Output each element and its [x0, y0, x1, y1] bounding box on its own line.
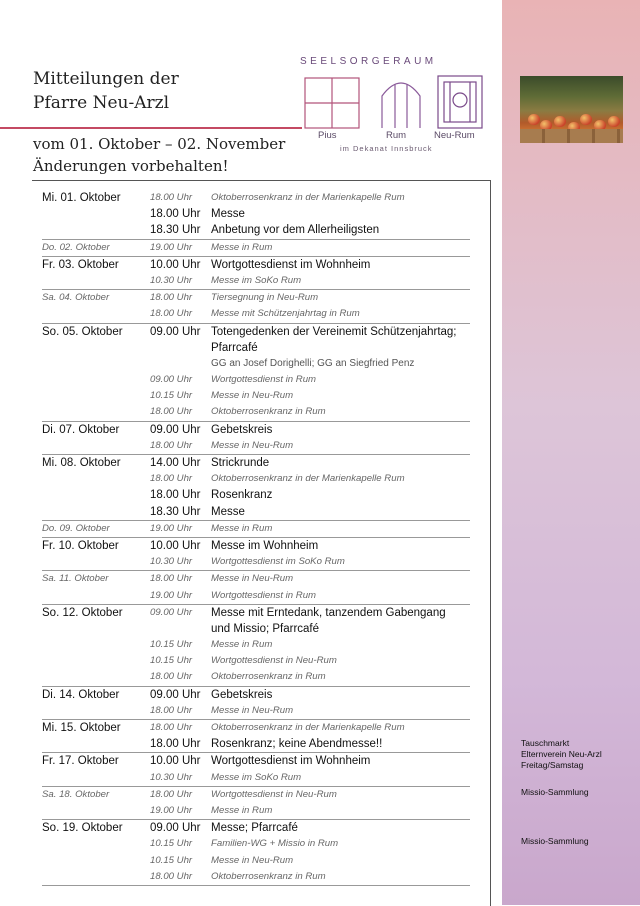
schedule-row [42, 836, 470, 852]
schedule-time: 09.00 Uhr [150, 423, 201, 436]
schedule-event: Oktoberrosenkranz in der Marienkapelle Rum [211, 722, 405, 733]
schedule-row [42, 273, 470, 289]
schedule-row [42, 356, 470, 372]
schedule-event: Messe im SoKo Rum [211, 274, 302, 286]
schedule-event: Messe [211, 208, 245, 221]
schedule-time: 19.00 Uhr [150, 804, 193, 816]
schedule-event: Messe im SoKo Rum [211, 771, 302, 783]
schedule-day: Mi. 15. Oktober [42, 722, 121, 734]
day-group [42, 257, 470, 290]
schedule-day: So. 12. Oktober [42, 606, 123, 619]
schedule-day: So. 05. Oktober [42, 325, 123, 338]
schedule-event: Gebetskreis [211, 688, 273, 701]
schedule-row [42, 372, 470, 388]
schedule-row [42, 720, 470, 736]
schedule-row [42, 554, 470, 570]
schedule-event: Messe im Wohnheim [211, 539, 319, 552]
schedule-row [42, 388, 470, 404]
schedule-time: 18.00 Uhr [150, 573, 193, 585]
schedule-time: 10.15 Uhr [150, 390, 193, 402]
schedule-time: 10.00 Uhr [150, 539, 201, 552]
schedule-row [42, 736, 470, 752]
schedule-time: 19.00 Uhr [150, 589, 193, 601]
schedule-event: Messe in Rum [211, 241, 273, 253]
day-group [42, 753, 470, 786]
schedule-row [42, 820, 470, 836]
day-group [42, 521, 470, 538]
schedule-event: Messe in Neu-Rum [211, 439, 294, 451]
schedule-row [42, 422, 470, 438]
logo-dekanat: im Dekanat Innsbruck [340, 144, 433, 153]
schedule-row [42, 653, 470, 669]
schedule-event: Messe [211, 505, 245, 518]
schedule-day: Fr. 10. Oktober [42, 539, 119, 552]
schedule-day: Fr. 17. Oktober [42, 755, 119, 768]
schedule-time: 18.00 Uhr [150, 870, 193, 882]
schedule-row [42, 621, 470, 637]
schedule-time: 18.00 Uhr [150, 473, 193, 485]
sidebar-note-freitag-samstag: Freitag/Samstag [521, 760, 584, 770]
schedule-event: GG an Josef Dorighelli; GG an Siegfried Penz [211, 357, 415, 369]
schedule-day: Do. 09. Oktober [42, 522, 110, 534]
schedule-row [42, 637, 470, 653]
schedule-row [42, 455, 470, 471]
schedule-day: So. 19. Oktober [42, 822, 123, 835]
schedule-row [42, 687, 470, 703]
schedule-day: Sa. 18. Oktober [42, 788, 110, 800]
schedule-time: 09.00 Uhr [150, 688, 201, 701]
schedule-event: Oktoberrosenkranz in der Marienkapelle Rum [211, 192, 405, 203]
date-range: vom 01. Oktober – 02. November [33, 135, 286, 153]
schedule-row [42, 438, 470, 454]
schedule-row [42, 404, 470, 420]
schedule-event: Messe mit Schützenjahrtag in Rum [211, 308, 360, 320]
day-group [42, 190, 470, 240]
changes-reserved-note: Änderungen vorbehalten! [33, 157, 229, 175]
schedule-time: 19.00 Uhr [150, 522, 193, 534]
schedule-event: Wortgottesdienst in Neu-Rum [211, 788, 337, 800]
schedule-row [42, 206, 470, 222]
sidebar-note-tauschmarkt: Tauschmarkt [521, 738, 570, 748]
sidebar-note-missio-1: Missio-Sammlung [521, 787, 589, 797]
apple-harvest-photo [520, 76, 623, 143]
schedule-event: Messe in Rum [211, 522, 273, 534]
schedule-time: 09.00 Uhr [150, 325, 201, 338]
schedule-event: Familien-WG + Missio in Rum [211, 838, 339, 850]
page-title-line-2: Pfarre Neu-Arzl [33, 93, 170, 113]
schedule-event: Wortgottesdienst in Neu-Rum [211, 655, 337, 667]
logo-label-pius: Pius [318, 130, 337, 141]
schedule-row [42, 588, 470, 604]
schedule-event: Wortgottesdienst im SoKo Rum [211, 556, 345, 568]
schedule-row [42, 324, 470, 340]
schedule-row [42, 571, 470, 587]
schedule-event: Rosenkranz [211, 489, 273, 502]
schedule-row [42, 504, 470, 520]
day-group [42, 571, 470, 604]
schedule-row [42, 753, 470, 769]
schedule-event: Anbetung vor dem Allerheiligsten [211, 224, 380, 237]
schedule-time: 18.30 Uhr [150, 505, 201, 518]
schedule-row [42, 306, 470, 322]
schedule-event: und Missio; Pfarrcafé [211, 622, 320, 635]
schedule-row [42, 290, 470, 306]
schedule-row [42, 521, 470, 537]
schedule-row [42, 669, 470, 685]
schedule-time: 18.00 Uhr [150, 208, 201, 221]
schedule-time: 10.30 Uhr [150, 274, 193, 286]
day-group [42, 538, 470, 571]
schedule-row [42, 471, 470, 487]
schedule-event: Oktoberrosenkranz in Rum [211, 671, 326, 683]
logo-wordmark: SEELSORGERAUM [300, 56, 437, 67]
schedule-event: Messe in Rum [211, 639, 273, 651]
schedule-event: Messe mit Erntedank, tanzendem Gabengang [211, 606, 446, 619]
schedule-event: Wortgottesdienst in Rum [211, 374, 317, 386]
schedule-event: Oktoberrosenkranz in Rum [211, 870, 326, 882]
day-group [42, 687, 470, 720]
schedule-row [42, 487, 470, 503]
day-group [42, 455, 470, 521]
schedule-time: 10.30 Uhr [150, 771, 193, 783]
schedule-day: Mi. 08. Oktober [42, 457, 121, 469]
schedule-time: 18.00 Uhr [150, 308, 193, 320]
day-group [42, 324, 470, 422]
schedule-time: 18.00 Uhr [150, 439, 193, 451]
schedule-event: Messe in Neu-Rum [211, 704, 294, 716]
date-range-subtitle [33, 133, 285, 177]
church-windows-icon [300, 70, 490, 130]
schedule-day: Mi. 01. Oktober [42, 192, 121, 204]
schedule-row [42, 257, 470, 273]
schedule-time: 10.15 Uhr [150, 838, 193, 850]
schedule-time: 10.00 Uhr [150, 258, 201, 271]
schedule-event: Messe; Pfarrcafé [211, 822, 298, 835]
schedule-day: Sa. 11. Oktober [42, 573, 109, 585]
schedule-day: Do. 02. Oktober [42, 241, 110, 253]
schedule-time: 18.00 Uhr [150, 192, 193, 203]
sidebar-note-missio-2: Missio-Sammlung [521, 836, 589, 846]
schedule-event: Oktoberrosenkranz in Rum [211, 406, 326, 418]
schedule-time: 09.00 Uhr [150, 822, 201, 835]
schedule-event: Messe in Neu-Rum [211, 854, 294, 866]
schedule-event: Wortgottesdienst im Wohnheim [211, 755, 371, 768]
schedule-time: 09.00 Uhr [150, 606, 193, 618]
schedule-time: 10.00 Uhr [150, 755, 201, 768]
schedule-row [42, 869, 470, 885]
schedule-row [42, 770, 470, 786]
day-group [42, 290, 470, 323]
schedule-row [42, 240, 470, 256]
page-title-line-1: Mitteilungen der [33, 69, 179, 89]
schedule-day: Di. 07. Oktober [42, 423, 120, 436]
schedule-day: Sa. 04. Oktober [42, 292, 110, 304]
schedule-row [42, 803, 470, 819]
schedule-event: Wortgottesdienst in Rum [211, 589, 317, 601]
schedule-time: 18.00 Uhr [150, 738, 201, 751]
schedule-time: 18.00 Uhr [150, 292, 193, 304]
schedule-event: Rosenkranz; keine Abendmesse!! [211, 738, 383, 751]
schedule-time: 18.30 Uhr [150, 224, 201, 237]
day-group [42, 605, 470, 687]
schedule-day: Di. 14. Oktober [42, 688, 120, 701]
schedule-time: 10.30 Uhr [150, 556, 193, 568]
schedule-row [42, 605, 470, 621]
schedule-table [42, 190, 470, 886]
schedule-event: Strickrunde [211, 457, 270, 469]
schedule-row [42, 222, 470, 238]
schedule-row [42, 787, 470, 803]
schedule-day: Fr. 03. Oktober [42, 258, 119, 271]
schedule-event: Messe in Neu-Rum [211, 390, 294, 402]
schedule-event: Messe in Rum [211, 804, 273, 816]
schedule-row [42, 190, 470, 206]
schedule-event: Oktoberrosenkranz in der Marienkapelle Rum [211, 473, 405, 485]
schedule-time: 19.00 Uhr [150, 241, 193, 253]
title-divider [0, 127, 302, 129]
seelsorgeraum-logo [300, 56, 490, 156]
schedule-row [42, 538, 470, 554]
schedule-event: Wortgottesdienst im Wohnheim [211, 258, 371, 271]
schedule-event: Tiersegnung in Neu-Rum [211, 292, 319, 304]
schedule-time: 10.15 Uhr [150, 854, 193, 866]
schedule-time: 18.00 Uhr [150, 671, 193, 683]
schedule-event: Gebetskreis [211, 423, 273, 436]
schedule-time: 18.00 Uhr [150, 788, 193, 800]
day-group [42, 422, 470, 455]
schedule-time: 09.00 Uhr [150, 374, 193, 386]
schedule-time: 10.15 Uhr [150, 655, 193, 667]
schedule-time: 18.00 Uhr [150, 704, 193, 716]
schedule-time: 18.00 Uhr [150, 489, 201, 502]
sidebar-note-elternverein: Elternverein Neu-Arzl [521, 749, 602, 759]
schedule-event: Messe in Neu-Rum [211, 573, 294, 585]
day-group [42, 820, 470, 886]
page-title [33, 67, 179, 115]
schedule-event: Pfarrcafé [211, 341, 258, 354]
logo-label-rum: Rum [386, 130, 407, 141]
schedule-row [42, 340, 470, 356]
schedule-row [42, 703, 470, 719]
day-group [42, 787, 470, 820]
logo-label-neu-rum: Neu-Rum [434, 130, 475, 141]
schedule-time: 14.00 Uhr [150, 457, 201, 469]
schedule-time: 18.00 Uhr [150, 722, 193, 733]
schedule-event: Totengedenken der Vereinemit Schützenjahrtag; [211, 325, 457, 338]
day-group [42, 720, 470, 753]
schedule-time: 18.00 Uhr [150, 406, 193, 418]
schedule-row [42, 853, 470, 869]
schedule-time: 10.15 Uhr [150, 639, 193, 651]
day-group [42, 240, 470, 257]
